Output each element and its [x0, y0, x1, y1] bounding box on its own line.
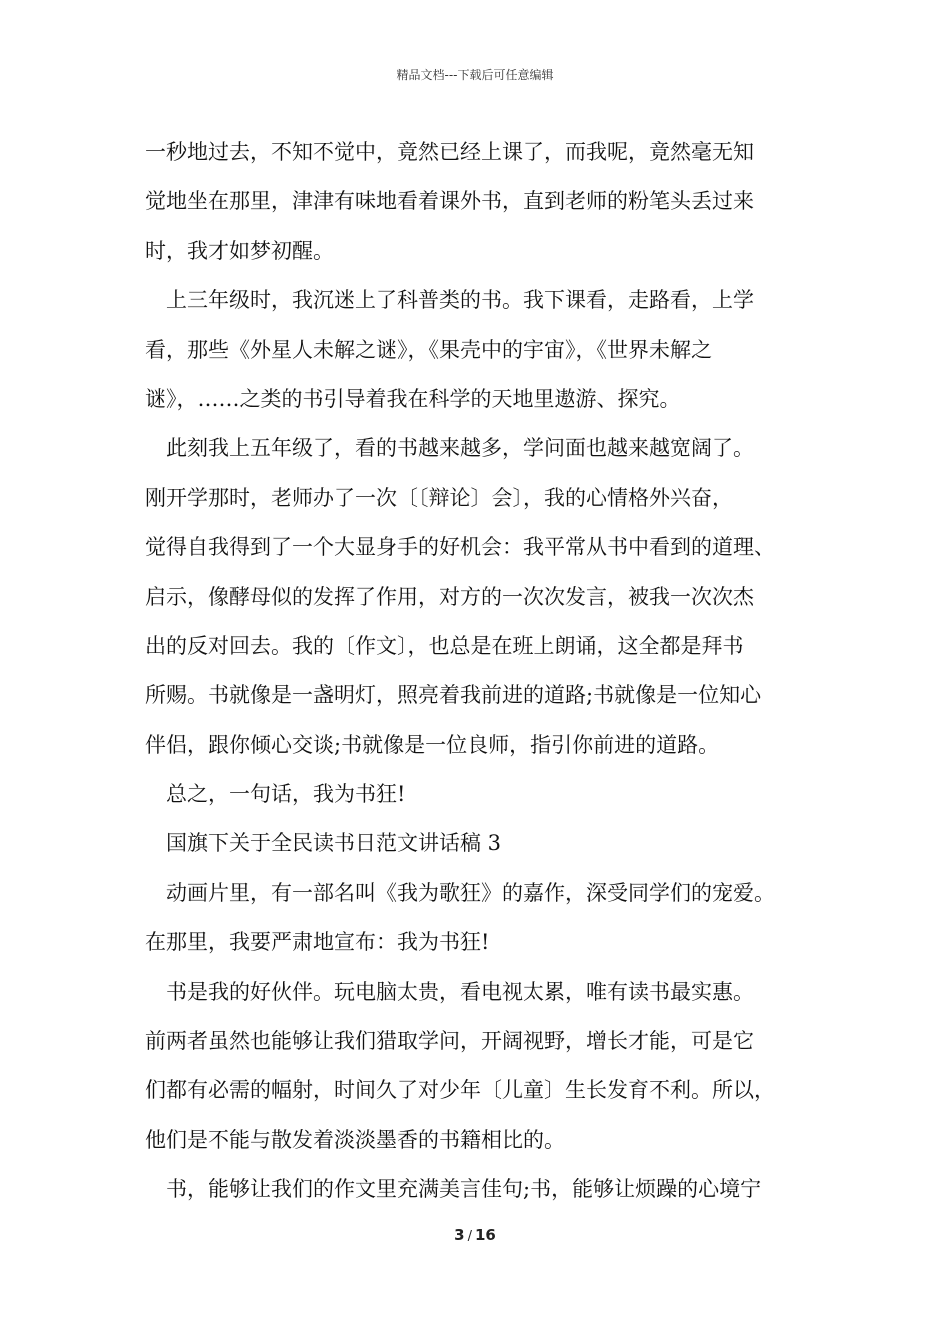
page-number	[0, 1226, 950, 1244]
total-pages: 16	[474, 1226, 496, 1244]
document-body	[145, 128, 825, 1215]
paragraph-start-line: 书，能够让我们的作文里充满美言佳句;书，能够让烦躁的心境宁	[166, 1177, 762, 1202]
section-heading: 国旗下关于全民读书日范文讲话稿 3	[166, 831, 502, 856]
text-line: 觉得自我得到了一个大显身手的好机会：我平常从书中看到的道理、	[145, 535, 775, 560]
text-line: 刚开学那时，老师办了一次〔〔辩论〕会〕，我的心情格外兴奋，	[145, 485, 733, 510]
paragraph-start-line: 上三年级时，我沉迷上了科普类的书。我下课看，走路看，上学	[166, 288, 754, 313]
page-header: 精品文档---下载后可任意编辑	[396, 68, 554, 82]
text-line: 觉地坐在那里，津津有味地看着课外书，直到老师的粉笔头丢过来	[145, 189, 754, 214]
paragraph-start-line: 总之，一句话，我为书狂!	[166, 782, 406, 807]
text-line: 他们是不能与散发着淡淡墨香的书籍相比的。	[145, 1127, 565, 1152]
paragraph-start-line: 书是我的好伙伴。玩电脑太贵，看电视太累，唯有读书最实惠。	[166, 979, 754, 1004]
text-line: 谜》，……之类的书引导着我在科学的天地里遨游、探究。	[145, 386, 681, 411]
text-line: 出的反对回去。我的〔作文〕，也总是在班上朗诵，这全都是拜书	[145, 633, 744, 658]
text-line: 在那里，我要严肃地宣布：我为书狂!	[145, 930, 490, 955]
current-page: 3	[454, 1226, 465, 1244]
text-line: 们都有必需的幅射，时间久了对少年〔儿童〕生长发育不利。所以，	[145, 1078, 775, 1103]
paragraph-start-line: 动画片里，有一部名叫《我为歌狂》的嘉作，深受同学们的宠爱。	[166, 880, 775, 905]
text-line: 看，那些《外星人未解之谜》，《果壳中的宇宙》，《世界未解之	[145, 337, 712, 362]
text-line: 伴侣，跟你倾心交谈;书就像是一位良师，指引你前进的道路。	[145, 732, 720, 757]
paragraph-start-line: 此刻我上五年级了，看的书越来越多，学问面也越来越宽阔了。	[166, 436, 754, 461]
text-line: 启示，像酵母似的发挥了作用，对方的一次次发言，被我一次次杰	[145, 584, 754, 609]
text-line: 时，我才如梦初醒。	[145, 238, 334, 263]
text-line: 一秒地过去，不知不觉中，竟然已经上课了，而我呢，竟然毫无知	[145, 140, 754, 164]
text-line: 所赐。书就像是一盏明灯，照亮着我前进的道路;书就像是一位知心	[145, 683, 762, 708]
page-separator: /	[467, 1229, 472, 1244]
text-line: 前两者虽然也能够让我们猎取学问，开阔视野，增长才能，可是它	[145, 1029, 754, 1054]
